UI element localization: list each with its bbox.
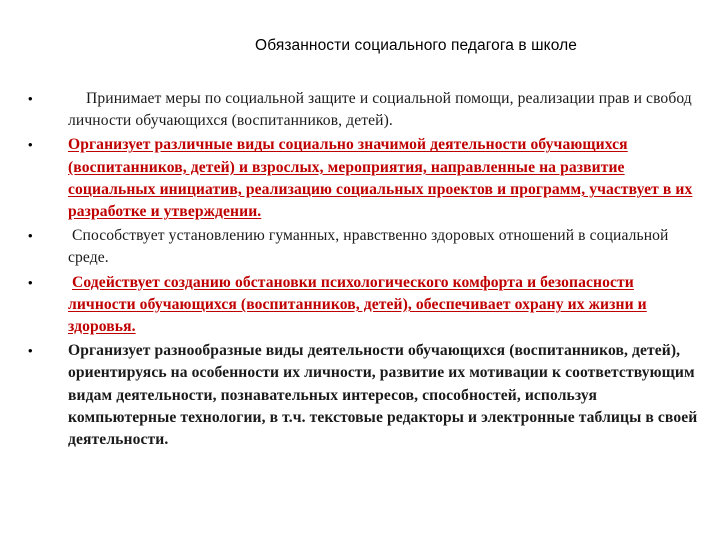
duty-text-highlighted: Организует различные виды социально значимой деятельности обучающихся (воспитанников, детей) и взрослых, мероприятия, направленные на развитие социальных инициатив, реализацию социальных проектов и программ, участвует в их разработке и утверждении. — [68, 136, 693, 221]
slide-title: Обязанности социального педагога в школе — [255, 37, 577, 54]
list-item — [20, 88, 700, 132]
list-item — [20, 340, 700, 451]
duty-text: Организует разнообразные виды деятельности обучающихся (воспитанников, детей), ориентируясь на особенности их личности, развитие их мотивации к соответствующим видам деятельности, познавательных интересов, способностей, используя компьютерные технологии, в т.ч. текстовые редакторы и электронные таблицы в своей деятельности. — [68, 342, 698, 449]
duty-text: Принимает меры по социальной защите и социальной помощи, реализации прав и свобод личности обучающихся (воспитанников, детей). — [68, 90, 692, 130]
bullet-icon: • — [28, 137, 33, 153]
bullet-icon: • — [28, 91, 33, 106]
duty-text: Способствует установлению гуманных, нравственно здоровых отношений в социальной среде. — [68, 227, 669, 267]
list-item — [20, 225, 700, 269]
duty-text-highlighted: Содействует созданию обстановки психологического комфорта и безопасности личности обучающихся (воспитанников, детей), обеспечивает охрану их жизни и здоровья. — [68, 273, 647, 336]
list-item — [20, 272, 700, 339]
bullet-icon: • — [28, 343, 33, 359]
duties-list — [20, 88, 700, 453]
list-item — [20, 134, 700, 223]
bullet-icon: • — [28, 228, 33, 244]
bullet-icon: • — [28, 274, 33, 290]
